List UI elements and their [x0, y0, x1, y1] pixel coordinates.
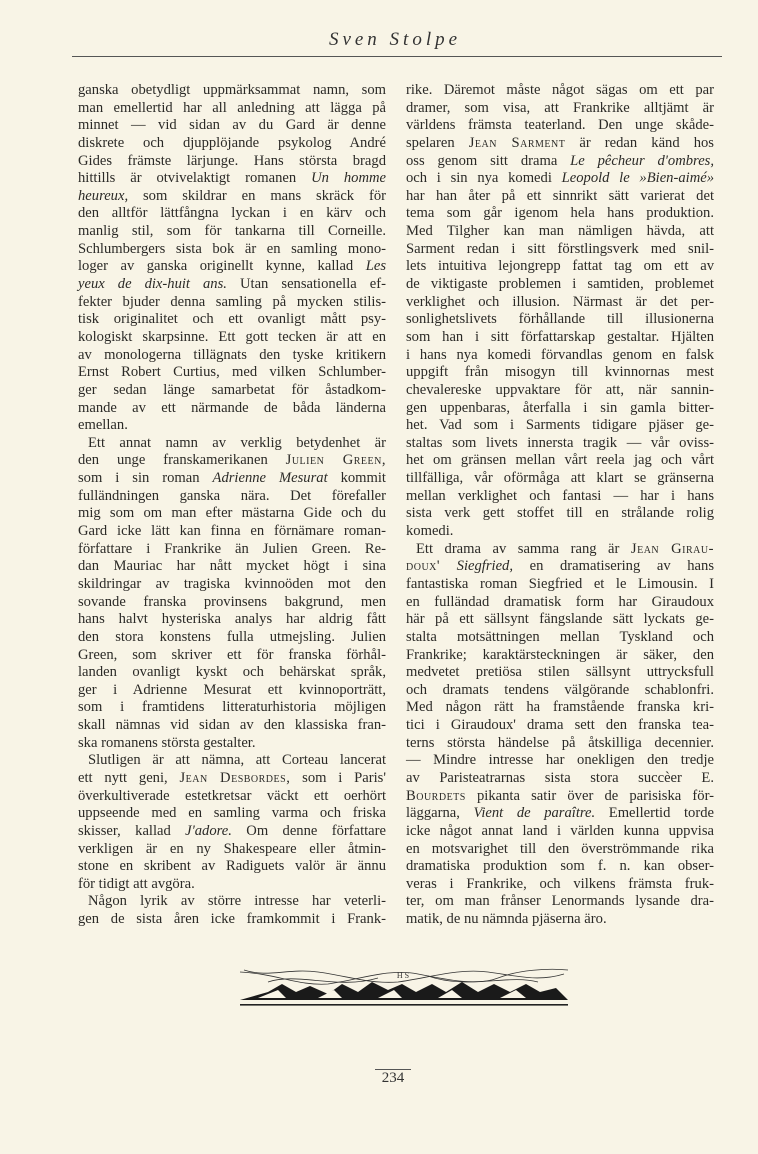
- italic-title: Leopold le »Bien-aimé»: [561, 170, 715, 187]
- text-line: [406, 576, 714, 594]
- text-line: [406, 717, 714, 735]
- text-segment: hans halvt hysteriska analys har aldrig fått: [78, 611, 386, 628]
- text-segment: gen de sista åren icke framkommit i Frank-: [78, 911, 386, 928]
- page-number: 234: [381, 1070, 405, 1086]
- text-line: [78, 294, 386, 312]
- text-line: [406, 170, 714, 188]
- text-segment: skildringar av tragiska kvinnoöden mot den: [78, 575, 386, 592]
- text-segment: ska romanens största gestalter.: [78, 734, 256, 751]
- text-line: [406, 611, 714, 629]
- text-segment: — Mindre intresse har onekligen den tredje: [406, 752, 714, 769]
- text-segment: en motsvarighet till den överströmmande rika: [406, 840, 714, 857]
- text-segment: ger i Adrienne Mesurat ett kvinnoporträtt,: [78, 681, 386, 698]
- text-segment: loger av ganska originellt kynne, kallad: [78, 258, 366, 275]
- text-line: [406, 541, 714, 559]
- small-caps-name: Jean Desbordes,: [179, 769, 291, 786]
- text-segment: Med någon rätt ha framstående franska kri-: [406, 699, 714, 716]
- text-line: [78, 788, 386, 806]
- text-segment: matik, de nu nämnda pjäserna äro.: [406, 911, 607, 928]
- text-line: [406, 505, 714, 523]
- text-segment: ger sedan länge samarbetat för åstadkom-: [78, 381, 386, 398]
- text-line: [406, 435, 714, 453]
- text-segment: manlig stil, som för tankarna till Corneille.: [78, 223, 386, 240]
- text-segment: sovande franska provinsens bakgrund, men: [78, 593, 386, 610]
- text-segment: som i framtidens litteraturhistoria möjligen: [78, 699, 386, 716]
- text-line: [78, 364, 386, 382]
- small-caps-name: doux': [406, 558, 441, 575]
- text-segment: rike. Däremot måste något sägas om ett par: [406, 82, 714, 98]
- text-segment: Ernst Robert Curtius, med vilken Schlumber-: [78, 364, 386, 381]
- text-line: [78, 523, 386, 541]
- text-segment: terns största händelse på åtskilliga decennier.: [406, 734, 714, 751]
- text-line: [78, 629, 386, 647]
- text-segment: diskrete och djupplöjande psykolog André: [78, 134, 386, 151]
- text-line: [406, 347, 714, 365]
- text-line: [78, 647, 386, 665]
- text-segment: pikanta satir över de parisiska för-: [465, 787, 714, 804]
- text-line: [78, 470, 386, 488]
- decorative-ornament-icon: [238, 964, 570, 1010]
- text-segment: ter, om man frånser Lenormands lysande dra-: [406, 893, 714, 910]
- text-segment: mellan verklighet och fantasi — har i hans: [406, 487, 714, 504]
- text-segment: den unge franskamerikanen: [78, 452, 286, 469]
- text-segment: medvetet pretiösa stilen sällsynt uttrycksfull: [406, 664, 714, 681]
- text-segment: tisk originalitet och ett ovanligt mått psy-: [78, 311, 386, 328]
- text-line: [406, 770, 714, 788]
- text-segment: dan Mauriac har nått mycket högt i sina: [78, 558, 386, 575]
- italic-title: Adrienne Mesurat: [212, 470, 328, 487]
- text-segment: läggarna,: [406, 805, 474, 822]
- text-segment: sonlighetslivets förhållande till illusionerna: [406, 311, 714, 328]
- text-line: [78, 505, 386, 523]
- text-line: [78, 311, 386, 329]
- text-segment: Emellertid torde: [595, 805, 714, 822]
- text-line: [78, 611, 386, 629]
- text-line: [78, 435, 386, 453]
- text-segment: lets intuitiva lejongrepp fattat tag om ett av: [406, 258, 714, 275]
- text-line: [78, 417, 386, 435]
- text-line: [406, 117, 714, 135]
- text-segment: en fulländad dramatisk form har Giraudoux: [406, 593, 714, 610]
- text-segment: dramer, som visa, att Frankrike alltjämt är: [406, 99, 714, 116]
- text-segment: som i Paris': [290, 769, 386, 786]
- italic-title: Le pêcheur d'ombres,: [570, 152, 715, 169]
- text-line: [406, 82, 714, 100]
- text-line: [406, 205, 714, 223]
- text-segment: verkligen är en ny Shakespeare eller åtmin-: [78, 840, 386, 857]
- text-segment: i hans nya komedi förvandlas genom en falsk: [406, 346, 714, 363]
- text-segment: Med Tilgher kan man nämligen hävda, att: [406, 223, 714, 240]
- text-segment: tema som går igenom hela hans produktion.: [406, 205, 714, 222]
- text-line: [78, 135, 386, 153]
- italic-title: heureux,: [78, 187, 129, 204]
- text-line: [406, 258, 714, 276]
- text-line: [78, 699, 386, 717]
- text-segment: som i sin roman: [78, 470, 213, 487]
- text-line: [406, 153, 714, 171]
- ornament-monogram: HS: [396, 971, 412, 980]
- italic-title: J'adore.: [185, 822, 232, 839]
- text-line: [406, 329, 714, 347]
- text-segment: en dramatisering av hans: [513, 558, 714, 575]
- text-line: [406, 382, 714, 400]
- text-segment: Gard icke lätt kan finna en förnämare roman-: [78, 523, 386, 540]
- text-line: [406, 558, 714, 576]
- text-segment: skall nämnas vid sidan av den klassiska fran-: [78, 717, 386, 734]
- text-segment: den alltför lättfångna lyckan i en kärv och: [78, 205, 386, 222]
- text-line: [78, 594, 386, 612]
- text-segment: Ett drama av samma rang är: [416, 540, 631, 557]
- text-segment: kologiskt skarpsinne. Ett gott tecken är att en: [78, 328, 386, 345]
- text-line: [78, 717, 386, 735]
- text-line: [78, 153, 386, 171]
- text-line: [406, 188, 714, 206]
- text-line: [78, 893, 386, 911]
- text-segment: fulländningen ganska nära. Det förefaller: [78, 487, 386, 504]
- text-segment: stone en skribent av Radiguets valör är ännu: [78, 858, 386, 875]
- running-header: Sven Stolpe: [328, 29, 462, 50]
- text-line: [78, 770, 386, 788]
- text-segment: som skildrar en mans skräck för: [128, 187, 386, 204]
- text-line: [78, 541, 386, 559]
- text-segment: veras i Frankrike, och vilkens främsta fruk-: [406, 875, 714, 892]
- text-segment: här på ett sällsynt fängslande sätt lyckats ge-: [406, 611, 714, 628]
- text-line: [78, 735, 386, 753]
- text-line: [78, 117, 386, 135]
- text-line: [78, 329, 386, 347]
- small-caps-name: Julien Green,: [285, 452, 386, 469]
- text-line: [78, 682, 386, 700]
- text-line: [406, 876, 714, 894]
- text-segment: de viktigaste problemen i samtiden, problemet: [406, 276, 714, 293]
- text-segment: fekter bjuder denna samling på mycken stilis-: [78, 293, 386, 310]
- text-line: [78, 558, 386, 576]
- text-line: [78, 205, 386, 223]
- text-segment: ganska obetydligt uppmärksammat namn, som: [78, 82, 386, 98]
- text-line: [78, 911, 386, 929]
- text-segment: världens främsta teaterland. Den unge skåde-: [406, 117, 714, 134]
- text-line: [406, 223, 714, 241]
- text-segment: emellan.: [78, 417, 128, 434]
- text-line: [78, 841, 386, 859]
- text-line: [406, 276, 714, 294]
- text-segment: mande av ett närmande de båda länderna: [78, 399, 386, 416]
- text-line: [406, 682, 714, 700]
- text-segment: och i sin nya komedi: [406, 170, 562, 187]
- text-segment: komedi.: [406, 523, 454, 540]
- text-line: [406, 629, 714, 647]
- text-segment: tillfälliga, vår oförmåga att klart se gränserna: [406, 470, 714, 487]
- left-column: [78, 82, 386, 929]
- italic-title: Un homme: [311, 170, 387, 187]
- text-segment: Schlumbergers sista bok är en samling mono-: [78, 240, 386, 257]
- text-segment: Gides främste lärjunge. Hans största bragd: [78, 152, 386, 169]
- text-segment: mig som om man efter mästarna Gide och du: [78, 505, 386, 522]
- text-segment: man emellertid har all anledning att lägga på: [78, 99, 386, 116]
- text-line: [406, 400, 714, 418]
- text-segment: har han åter på ett sinnrikt sätt varierat det: [406, 187, 714, 204]
- text-segment: verklighet och illusion. Närmast är det per-: [406, 293, 714, 310]
- text-segment: Utan sensationella ef-: [226, 276, 386, 293]
- text-line: [406, 135, 714, 153]
- small-caps-name: Jean Girau-: [630, 540, 714, 557]
- text-line: [78, 876, 386, 894]
- text-line: [78, 82, 386, 100]
- text-segment: tici i Giraudoux' drama sett den franska tea-: [406, 717, 714, 734]
- text-segment: het om gränsen mellan vårt reela jag och vårt: [406, 452, 714, 469]
- text-segment: chevalereske uppvaktare för att, när sannin-: [406, 381, 714, 398]
- text-line: [406, 294, 714, 312]
- text-line: [406, 452, 714, 470]
- text-segment: fantastiska roman Siegfried et le Limousin. I: [406, 575, 714, 592]
- small-caps-name: Bourdets: [406, 787, 466, 804]
- text-line: [78, 488, 386, 506]
- text-segment: spelaren: [406, 134, 469, 151]
- text-segment: ett nytt geni,: [78, 769, 180, 786]
- text-line: [78, 823, 386, 841]
- header-rule: [72, 56, 722, 57]
- text-segment: som han i sitt författarskap gestaltar. Hjälten: [406, 328, 714, 345]
- text-line: [406, 699, 714, 717]
- text-segment: dramatiska produktion som f. n. kan obser-: [406, 858, 714, 875]
- text-line: [406, 893, 714, 911]
- text-line: [78, 858, 386, 876]
- text-segment: Någon lyrik av större intresse har veterli-: [88, 893, 386, 910]
- text-segment: uppgift från misogyn till kvinnornas mest: [406, 364, 714, 381]
- text-segment: stalta motsättningen mellan Tyskland och: [406, 628, 714, 645]
- text-line: [406, 364, 714, 382]
- text-line: [78, 188, 386, 206]
- text-line: [406, 311, 714, 329]
- text-line: [78, 241, 386, 259]
- text-line: [406, 735, 714, 753]
- italic-title: Les: [365, 258, 386, 275]
- italic-title: Vient de paraître.: [473, 805, 596, 822]
- text-segment: gen uppenbaras, återfalla i sin gamla bitter-: [406, 399, 714, 416]
- text-line: [406, 841, 714, 859]
- text-segment: [440, 558, 457, 574]
- text-line: [78, 170, 386, 188]
- text-line: [78, 452, 386, 470]
- text-line: [78, 400, 386, 418]
- text-line: [406, 858, 714, 876]
- text-line: [406, 241, 714, 259]
- text-segment: av Paristeatrarnas sista stora succèer E.: [406, 769, 714, 786]
- text-line: [78, 664, 386, 682]
- text-line: [78, 576, 386, 594]
- text-line: [406, 647, 714, 665]
- text-segment: kommit: [327, 470, 386, 487]
- text-line: [78, 223, 386, 241]
- text-line: [78, 258, 386, 276]
- text-line: [406, 664, 714, 682]
- text-line: [406, 594, 714, 612]
- italic-title: Siegfried,: [456, 558, 513, 575]
- text-line: [406, 911, 714, 929]
- text-line: [406, 752, 714, 770]
- text-segment: Ett annat namn av verklig betydenhet är: [88, 434, 386, 451]
- text-line: [406, 488, 714, 506]
- text-segment: Green, som skriver ett för franska förhål-: [78, 646, 386, 663]
- text-segment: skisser, kallad: [78, 822, 186, 839]
- text-segment: Frankrike; karaktärsteckningen är säker, den: [406, 646, 714, 663]
- text-segment: den stora konstens fulla utmejsling. Julien: [78, 628, 386, 645]
- text-line: [78, 100, 386, 118]
- italic-title: yeux de dix-huit ans.: [78, 276, 227, 293]
- right-column: [406, 82, 714, 929]
- text-line: [78, 752, 386, 770]
- text-segment: landen ovanligt kyskt och behärskat språk,: [78, 664, 386, 681]
- text-segment: för tidigt att avgöra.: [78, 875, 195, 892]
- text-segment: överkultiverade estetkretsar väckt ett oerhört: [78, 787, 386, 804]
- text-segment: staltas som livets innersta tragik — vår oviss-: [406, 434, 714, 451]
- text-line: [406, 470, 714, 488]
- text-segment: är redan känd hos: [565, 134, 714, 151]
- text-segment: Om denne författare: [231, 822, 386, 839]
- text-segment: Slutligen är att nämna, att Corteau lancerat: [88, 752, 386, 769]
- text-segment: sista verk gett stoffet till en strålande rolig: [406, 505, 714, 522]
- text-line: [78, 276, 386, 294]
- text-line: [406, 788, 714, 806]
- text-line: [78, 805, 386, 823]
- text-line: [406, 805, 714, 823]
- text-line: [406, 100, 714, 118]
- text-line: [406, 823, 714, 841]
- text-segment: minnet — vid sidan av du Gard är denne: [78, 117, 386, 134]
- text-segment: uppseende med en samling varma och friska: [78, 805, 386, 822]
- text-line: [406, 523, 714, 541]
- text-segment: het. Vad som i Sarments tidigare pjäser ge-: [406, 417, 714, 434]
- text-segment: av monologerna tillägnats den tyske kritikern: [78, 346, 386, 363]
- text-segment: icke något annat land i världen kunna uppvisa: [406, 822, 714, 839]
- text-segment: oss genom sitt drama: [406, 152, 571, 169]
- text-line: [406, 417, 714, 435]
- text-segment: och dramats tendens välgörande schablonfri.: [406, 681, 714, 698]
- text-segment: hittills är otvivelaktigt romanen: [78, 170, 312, 187]
- text-line: [78, 347, 386, 365]
- text-line: [78, 382, 386, 400]
- text-segment: författare i Frankrike än Julien Green. Re-: [78, 540, 386, 557]
- small-caps-name: Jean Sarment: [468, 134, 566, 151]
- text-segment: Sarment redan i sitt förstlingsverk med snil-: [406, 240, 714, 257]
